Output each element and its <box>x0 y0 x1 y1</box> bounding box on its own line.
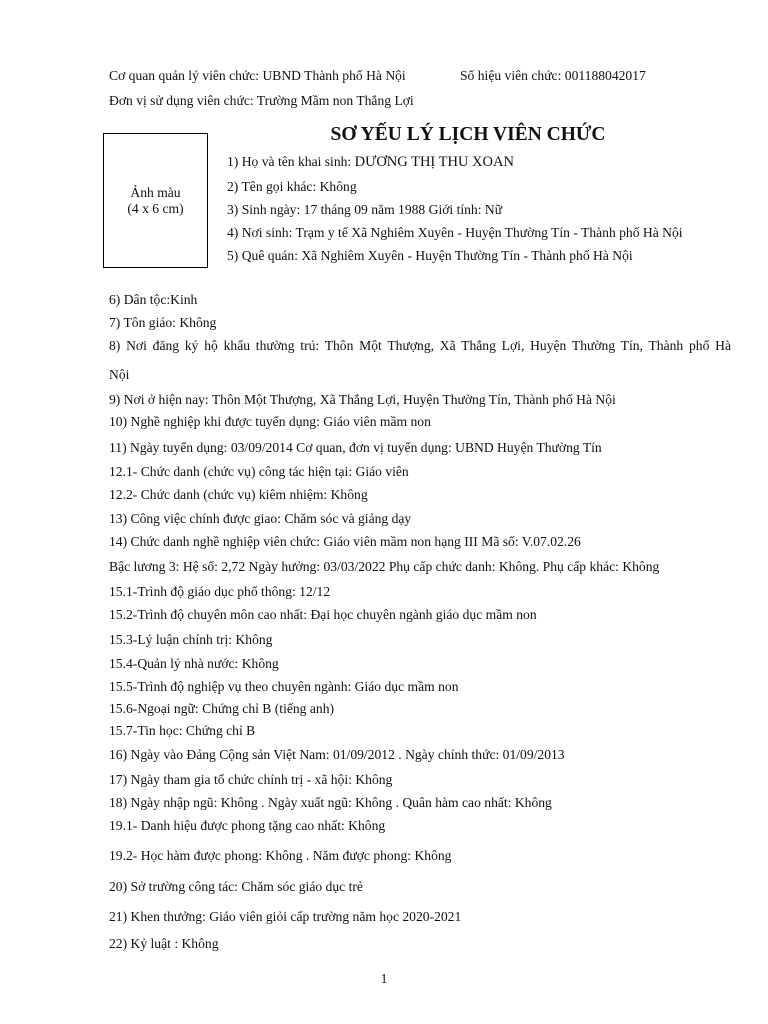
full-name-label: 1) Họ và tên khai sinh: <box>227 154 355 169</box>
general-education-line: 15.1-Trình độ giáo dục phổ thông: 12/12 <box>109 584 331 599</box>
it-skill-line: 15.7-Tin học: Chứng chỉ B <box>109 723 256 738</box>
photo-label: Ảnh màu <box>130 184 181 200</box>
sociopolitical-org-line: 17) Ngày tham gia tổ chức chính trị - xã hội: Không <box>109 772 393 787</box>
honor-title-line: 19.1- Danh hiệu được phong tặng cao nhất: Không <box>109 818 386 833</box>
political-theory-line: 15.3-Lý luận chính trị: Không <box>109 632 273 647</box>
unit-line: Đơn vị sử dụng viên chức: Trường Mầm non Thắng Lợi <box>109 93 414 108</box>
document-title: SƠ YẾU LÝ LỊCH VIÊN CHỨC <box>330 124 606 145</box>
party-membership-line: 16) Ngày vào Đảng Cộng sản Việt Nam: 01/09/2012 . Ngày chính thức: 01/09/2013 <box>109 747 565 762</box>
profession-line: 10) Nghề nghiệp khi được tuyển dụng: Giáo viên mầm non <box>109 414 431 429</box>
current-position-line: 12.1- Chức danh (chức vụ) công tác hiện tại: Giáo viên <box>109 464 409 479</box>
military-service-line: 18) Ngày nhập ngũ: Không . Ngày xuất ngũ: Không . Quân hàm cao nhất: Không <box>109 795 552 810</box>
current-address-line: 9) Nơi ở hiện nay: Thôn Một Thượng, Xã Thắng Lợi, Huyện Thường Tín, Thành phố Hà Nội <box>109 392 616 407</box>
photo-size: (4 x 6 cm) <box>127 200 184 216</box>
agency-line: Cơ quan quản lý viên chức: UBND Thành phố Hà Nội <box>109 68 406 83</box>
specialty-line: 15.5-Trình độ nghiệp vụ theo chuyên ngành: Giáo dục mầm non <box>109 679 459 694</box>
highest-degree-line: 15.2-Trình độ chuyên môn cao nhất: Đại học chuyên ngành giáo dục mầm non <box>109 607 537 622</box>
awards-line: 21) Khen thưởng: Giáo viên giỏi cấp trường năm học 2020-2021 <box>109 909 462 924</box>
page-number: 1 <box>380 971 388 986</box>
full-name-line <box>227 154 514 171</box>
professional-title-line: 14) Chức danh nghề nghiệp viên chức: Giáo viên mầm non hạng III Mã số: V.07.02.26 <box>109 534 581 549</box>
state-management-line: 15.4-Quản lý nhà nước: Không <box>109 656 279 671</box>
religion-line: 7) Tôn giáo: Không <box>109 315 217 330</box>
salary-line: Bậc lương 3: Hệ số: 2,72 Ngày hưởng: 03/03/2022 Phụ cấp chức danh: Không. Phụ cấp khác: Không <box>109 559 660 574</box>
employee-number: Số hiệu viên chức: 001188042017 <box>460 68 646 83</box>
other-name-line: 2) Tên gọi khác: Không <box>227 179 357 194</box>
full-name-value: DƯƠNG THỊ THU XOAN <box>354 154 514 170</box>
foreign-language-line: 15.6-Ngoại ngữ: Chứng chỉ B (tiếng anh) <box>109 701 335 716</box>
concurrent-position-line: 12.2- Chức danh (chức vụ) kiêm nhiệm: Không <box>109 487 368 502</box>
discipline-line: 22) Kỷ luật : Không <box>109 936 219 951</box>
work-strength-line: 20) Sở trường công tác: Chăm sóc giáo dục trẻ <box>109 879 363 894</box>
birthplace-line: 4) Nơi sinh: Trạm y tế Xã Nghiêm Xuyên - Huyện Thường Tín - Thành phố Hà Nội <box>227 225 683 240</box>
photo-placeholder <box>103 133 208 268</box>
birth-line: 3) Sinh ngày: 17 tháng 09 năm 1988 Giới tính: Nữ <box>227 202 503 217</box>
residence-registration-cont: Nội <box>109 367 130 382</box>
recruitment-line: 11) Ngày tuyển dụng: 03/09/2014 Cơ quan, đơn vị tuyển dụng: UBND Huyện Thường Tín <box>109 440 602 455</box>
ethnicity-line: 6) Dân tộc:Kinh <box>109 292 198 307</box>
residence-registration-line: 8) Nơi đăng ký hộ khẩu thường trú: Thôn Một Thượng, Xã Thắng Lợi, Huyện Thường Tín, Thành phố Hà <box>109 338 731 353</box>
hometown-line: 5) Quê quán: Xã Nghiêm Xuyên - Huyện Thường Tín - Thành phố Hà Nội <box>227 248 633 263</box>
main-duty-line: 13) Công việc chính được giao: Chăm sóc và giảng dạy <box>109 511 412 526</box>
academic-title-line: 19.2- Học hàm được phong: Không . Năm được phong: Không <box>109 848 452 863</box>
